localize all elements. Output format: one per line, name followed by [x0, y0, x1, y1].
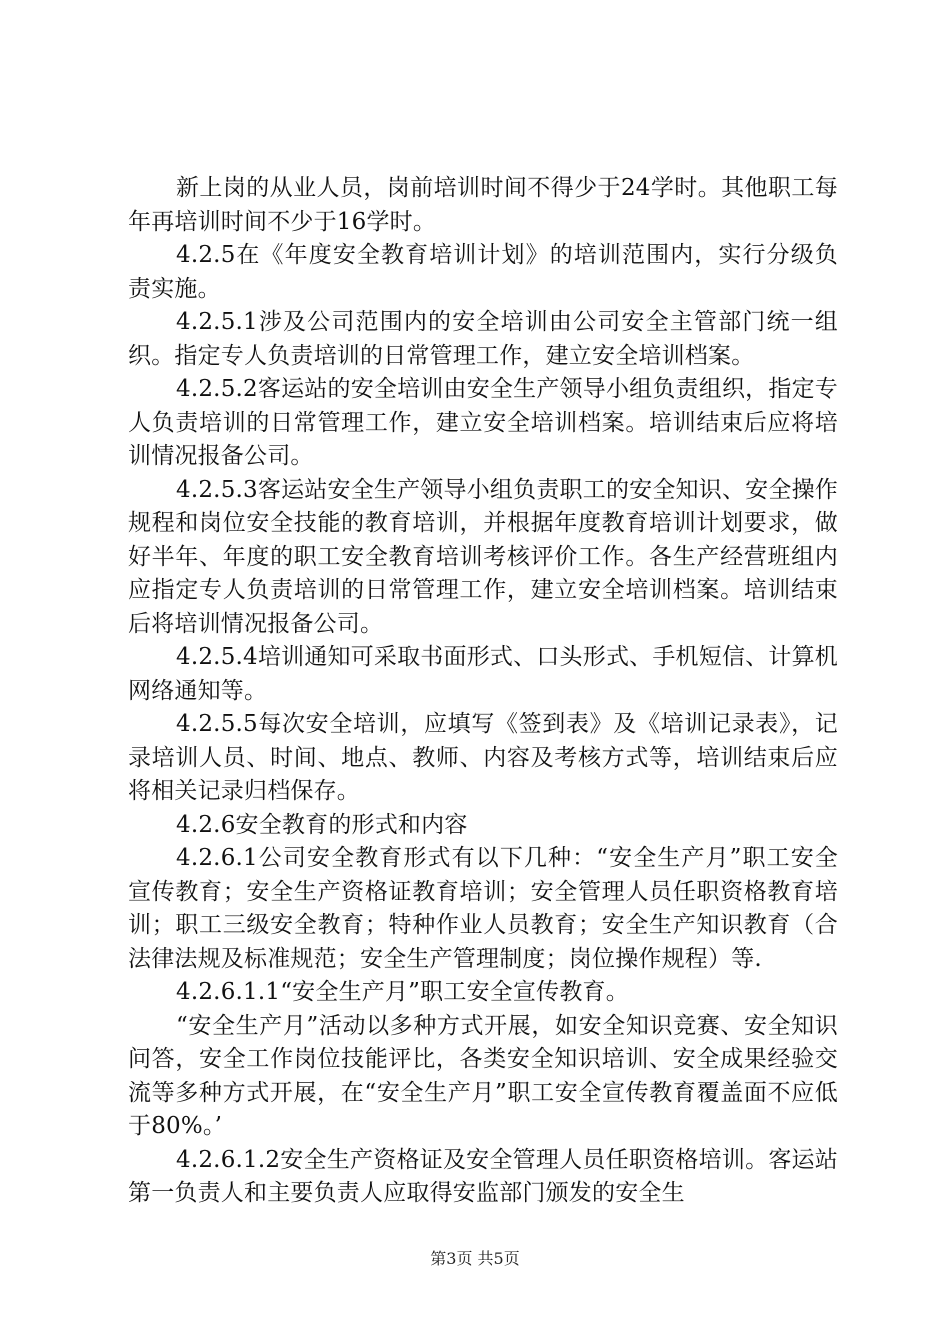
paragraph-4-2-6-1: 4.2.6.1公司安全教育形式有以下几种：“安全生产月”职工安全宣传教育；安全生产资格证教育培训；安全管理人员任职资格教育培训；职工三级安全教育；特种作业人员教育；安全生产知识教育（合法律法规及标准规范；安全生产管理制度；岗位操作规程）等. — [128, 845, 838, 972]
paragraph-4-2-6-1-2: 4.2.6.1.2安全生产资格证及安全管理人员任职资格培训。客运站第一负责人和主要负责人应取得安监部门颁发的安全生 — [128, 1146, 838, 1206]
page-footer: 第3页 共5页 — [430, 1249, 520, 1268]
paragraph-4-2-5-4: 4.2.5.4培训通知可采取书面形式、口头形式、手机短信、计算机网络通知等。 — [128, 644, 838, 704]
paragraph-4-2-5-2: 4.2.5.2客运站的安全培训由安全生产领导小组负责组织，指定专人负责培训的日常管理工作，建立安全培训档案。培训结束后应将培训情况报备公司。 — [128, 376, 838, 469]
paragraph-4-2-5-1: 4.2.5.1涉及公司范围内的安全培训由公司安全主管部门统一组织。指定专人负责培训的日常管理工作，建立安全培训档案。 — [128, 309, 838, 369]
paragraph-4-2-6-1-1: 4.2.6.1.1“安全生产月”职工安全宣传教育。 — [176, 979, 629, 1005]
paragraph-4-2-5: 4.2.5在《年度安全教育培训计划》的培训范围内，实行分级负责实施。 — [128, 242, 838, 302]
paragraph-safety-month: “安全生产月”活动以多种方式开展，如安全知识竞赛、安全知识问答，安全工作岗位技能评比，各类安全知识培训、安全成果经验交流等多种方式开展，在“安全生产月”职工安全宣传教育覆盖面不应低于80%。’ — [128, 1012, 838, 1139]
document-body — [128, 172, 838, 1211]
paragraph-4-2-5-5: 4.2.5.5每次安全培训，应填写《签到表》及《培训记录表》，记录培训人员、时间、地点、教师、内容及考核方式等，培训结束后应将相关记录归档保存。 — [128, 711, 838, 804]
section-heading-4-2-6: 4.2.6安全教育的形式和内容 — [176, 811, 468, 838]
paragraph-training-hours: 新上岗的从业人员，岗前培训时间不得少于24学时。其他职工每年再培训时间不少于16学时。 — [128, 175, 838, 235]
paragraph-4-2-5-3: 4.2.5.3客运站安全生产领导小组负责职工的安全知识、安全操作规程和岗位安全技能的教育培训，并根据年度教育培训计划要求，做好半年、年度的职工安全教育培训考核评价工作。各生产经营班组内应指定专人负责培训的日常管理工作，建立安全培训档案。培训结束后将培训情况报备公司。 — [128, 476, 838, 637]
